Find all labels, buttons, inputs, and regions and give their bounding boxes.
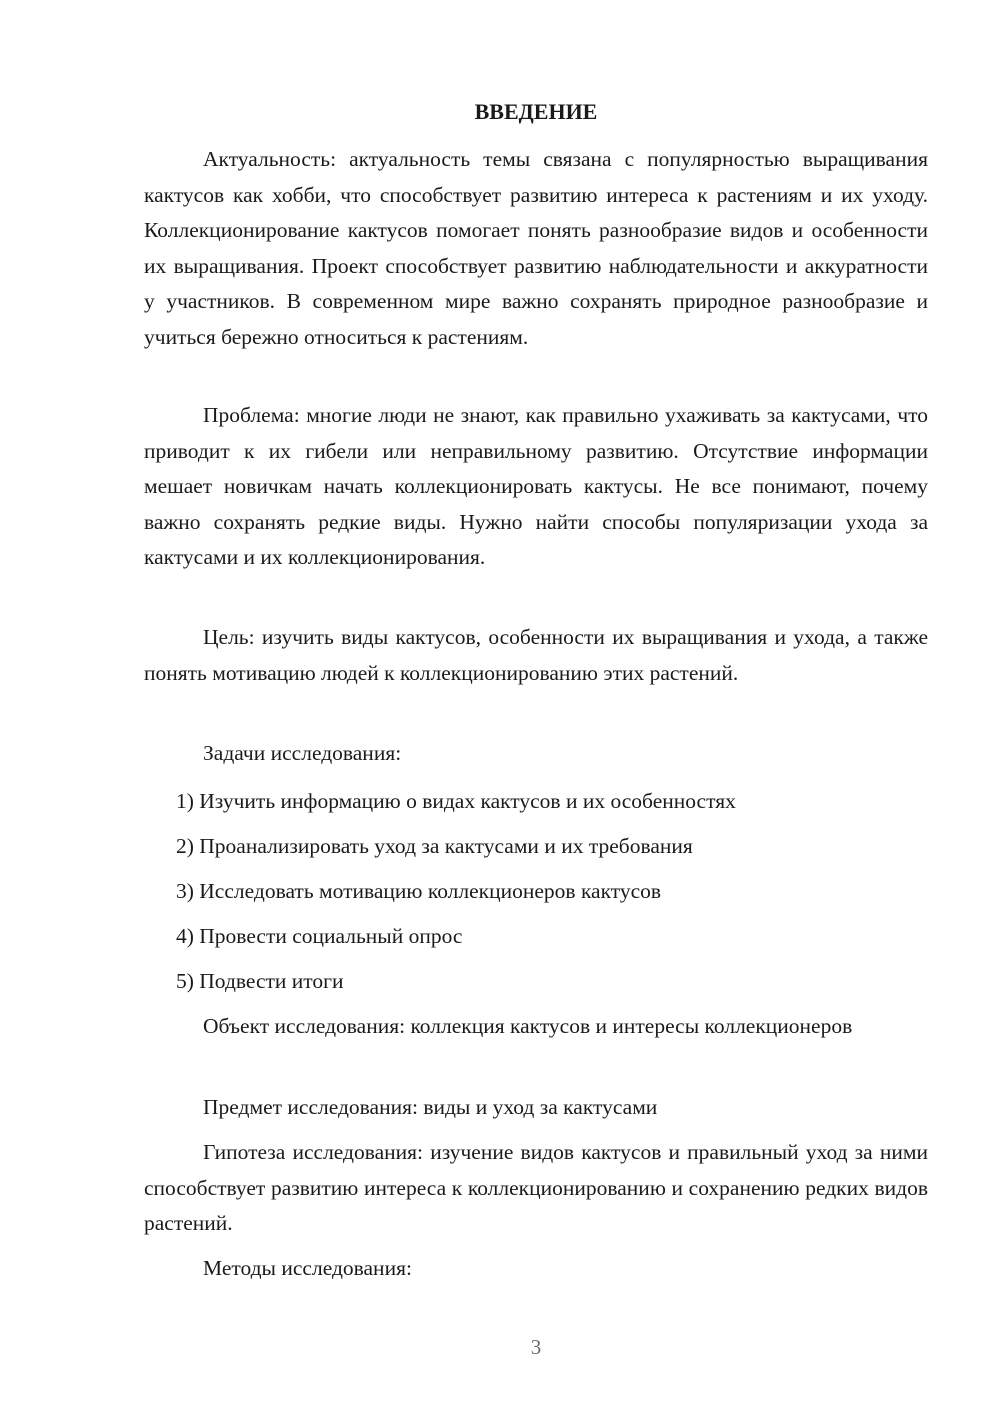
- task-item: 3) Исследовать мотивацию коллекционеров кактусов: [176, 879, 662, 903]
- tasks-title-block: [144, 736, 928, 772]
- subject-block: [144, 1090, 928, 1126]
- subject-paragraph: Предмет исследования: виды и уход за кактусами: [203, 1095, 658, 1119]
- object-paragraph: Объект исследования: коллекция кактусов и интересы коллекционеров: [203, 1014, 853, 1038]
- task-item: 4) Провести социальный опрос: [176, 924, 463, 948]
- task-item: 1) Изучить информацию о видах кактусов и их особенностях: [176, 789, 736, 813]
- hypothesis-block: [144, 1135, 928, 1242]
- section-heading: ВВЕДЕНИЕ: [474, 99, 598, 124]
- methods-block: [144, 1251, 928, 1287]
- hypothesis-paragraph: Гипотеза исследования: изучение видов кактусов и правильный уход за ними способствует развитию интереса к коллекционированию и сохранению редких видов растений.: [144, 1140, 928, 1235]
- goal-block: [144, 620, 928, 691]
- tasks-title: Задачи исследования:: [203, 741, 402, 765]
- page-number: 3: [530, 1335, 542, 1359]
- task-item: 5) Подвести итоги: [176, 969, 344, 993]
- relevance-block: [144, 142, 928, 355]
- object-block: [144, 1009, 928, 1045]
- methods-paragraph: Методы исследования:: [203, 1256, 412, 1280]
- problem-block: [144, 398, 928, 576]
- goal-paragraph: Цель: изучить виды кактусов, особенности их выращивания и ухода, а также понять мотивацию людей к коллекционированию этих растений.: [144, 625, 928, 685]
- task-item: 2) Проанализировать уход за кактусами и их требования: [176, 834, 693, 858]
- problem-paragraph: Проблема: многие люди не знают, как правильно ухаживать за кактусами, что приводит к их гибели или неправильному развитию. Отсутствие информации мешает новичкам начать коллекционировать кактусы. Не все понимают, почему важно сохранять редкие виды. Нужно найти способы популяризации ухода за кактусами и их коллекционирования.: [144, 403, 928, 569]
- relevance-paragraph: Актуальность: актуальность темы связана с популярностью выращивания кактусов как хобби, что способствует развитию интереса к растениям и их уходу. Коллекционирование кактусов помогает понять разнообразие видов и особенности их выращивания. Проект способствует развитию наблюдательности и аккуратности у участников. В современном мире важно сохранять природное разнообразие и учиться бережно относиться к растениям.: [144, 147, 928, 349]
